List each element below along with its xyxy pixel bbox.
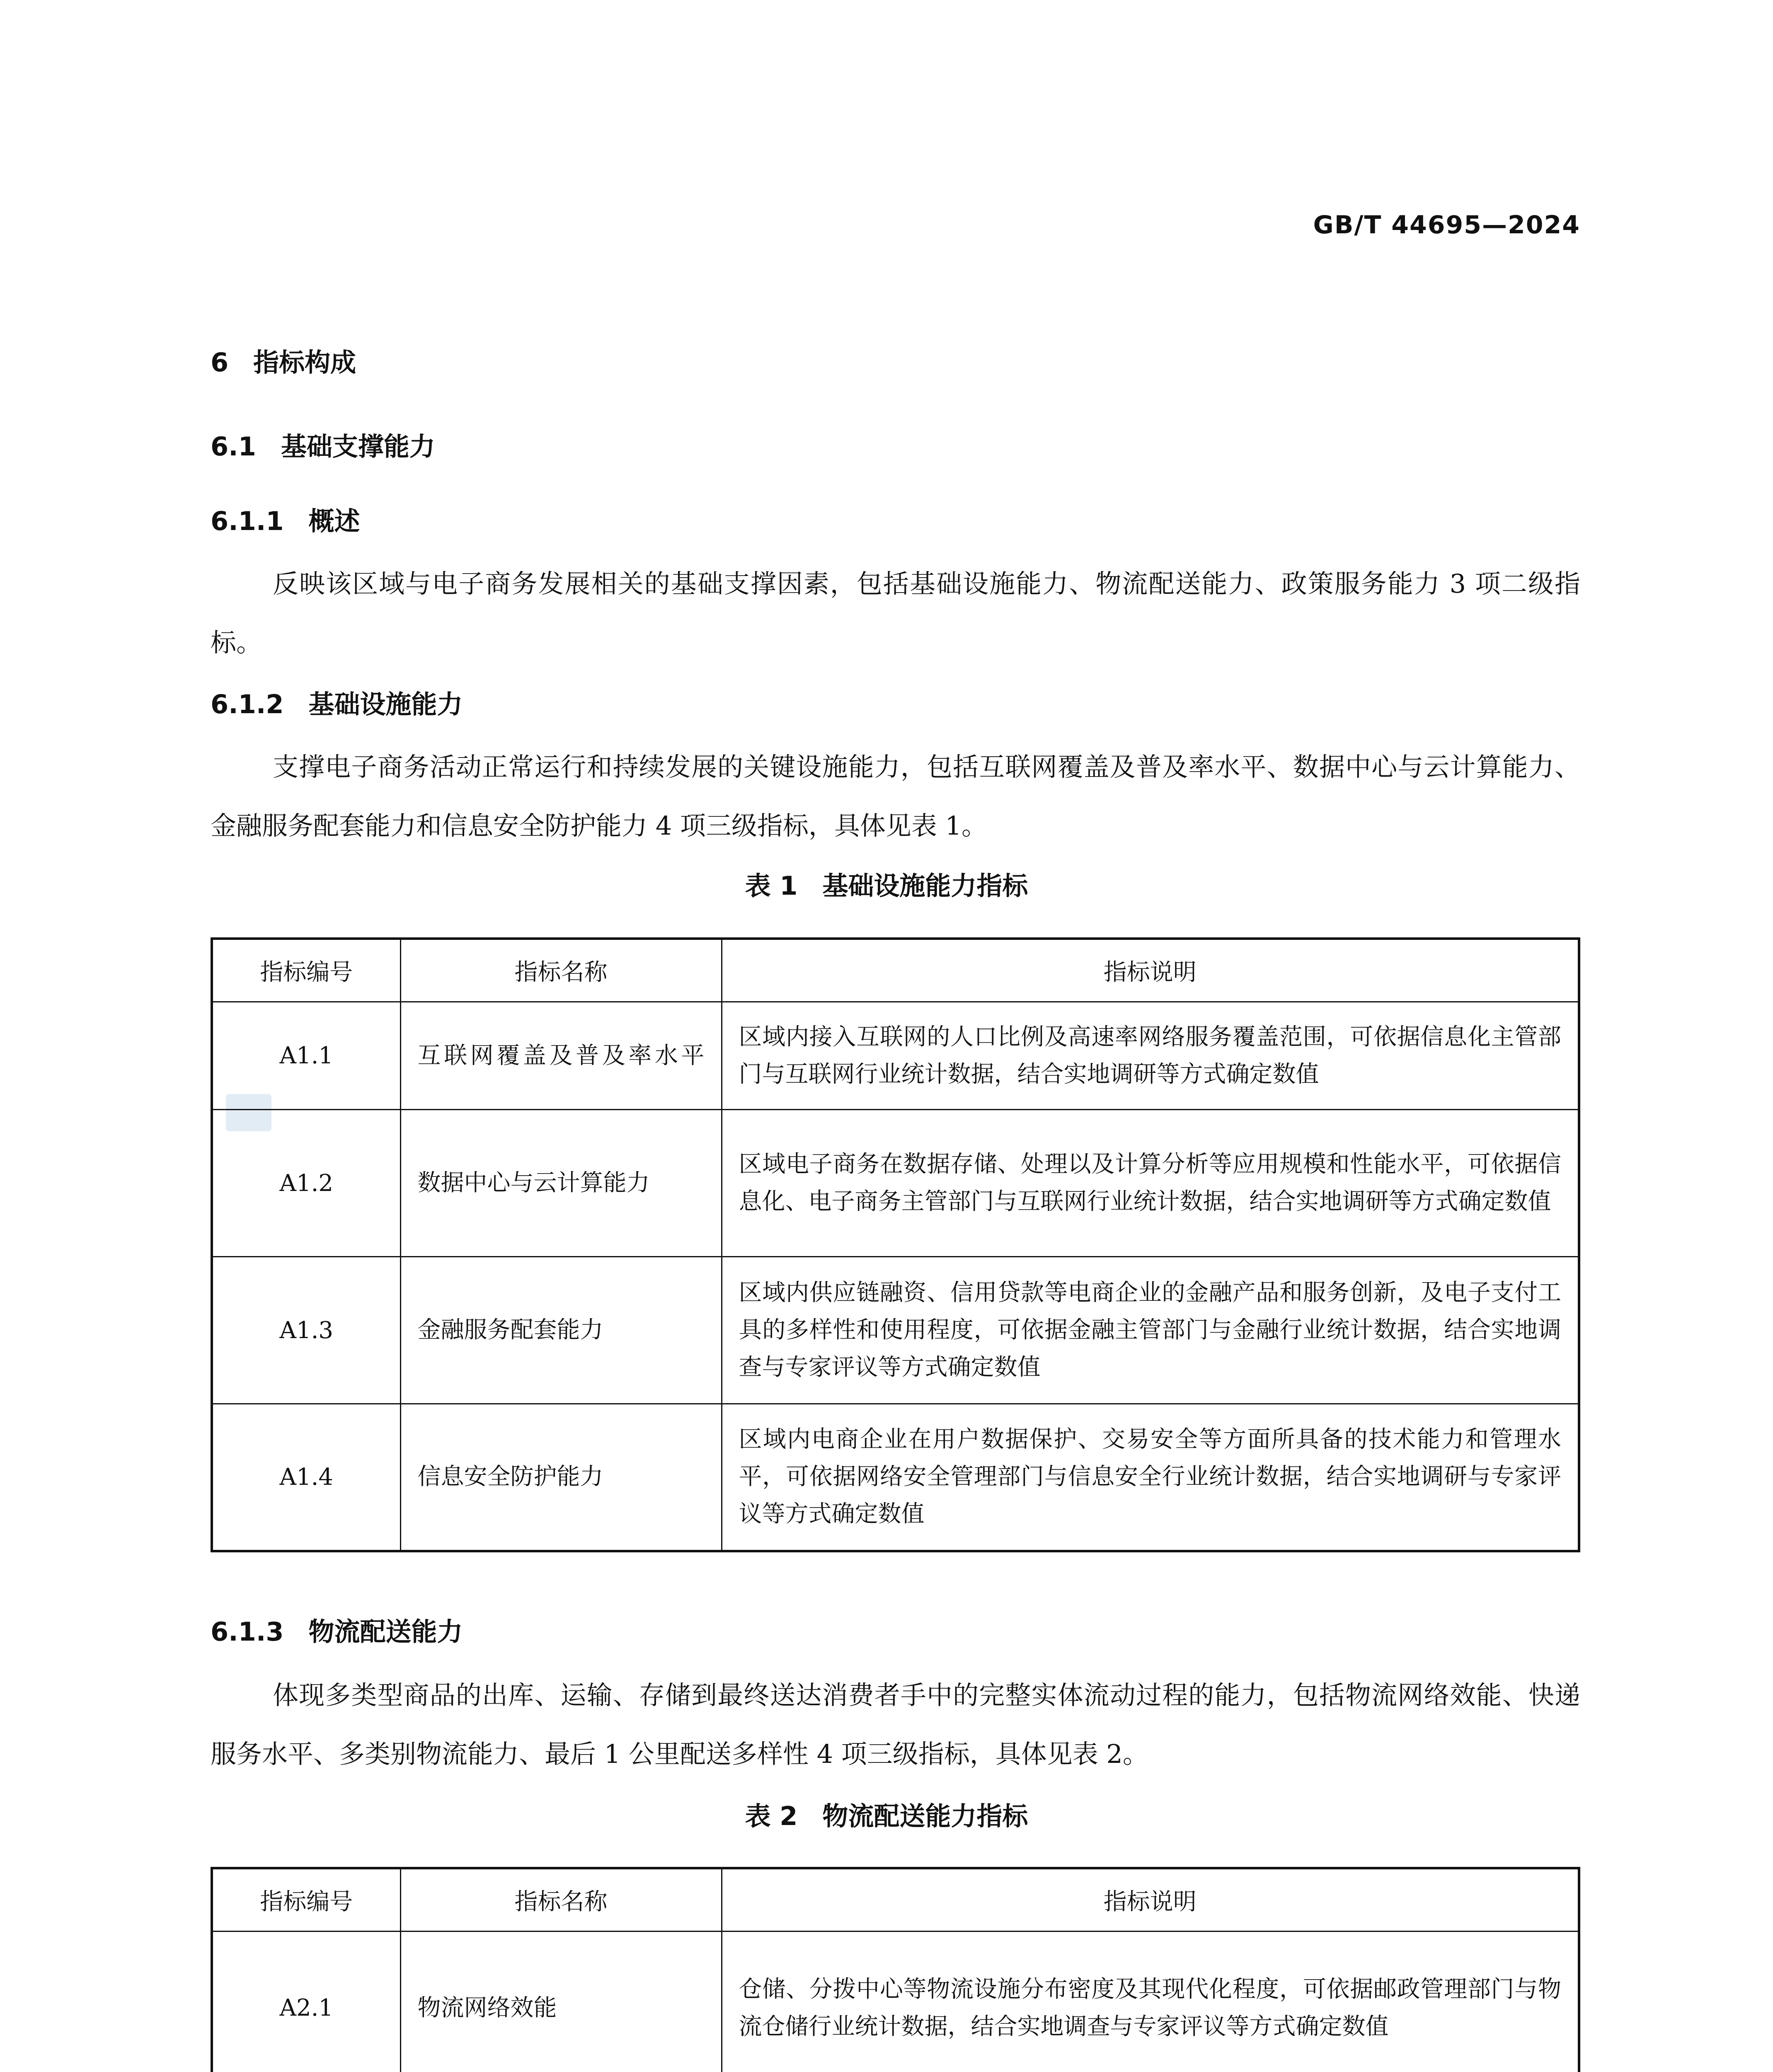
section-number: 6.1.1 xyxy=(211,506,284,536)
section-6-1-2-heading xyxy=(211,684,463,721)
document-code: GB/T 44695—2024 xyxy=(1313,211,1580,240)
table-row xyxy=(212,1932,1579,2072)
table-number: 表 2 xyxy=(745,1801,798,1831)
table-row xyxy=(212,1002,1579,1110)
section-title: 基础支撑能力 xyxy=(281,431,435,462)
column-header-desc: 指标说明 xyxy=(722,1868,1579,1932)
section-6-1-2-paragraph: 支撑电子商务活动正常运行和持续发展的关键设施能力，包括互联网覆盖及普及率水平、数据中心与云计算能力、金融服务配套能力和信息安全防护能力 4 项三级指标，具体见表 1。 xyxy=(211,752,1580,841)
table-row xyxy=(212,1404,1579,1551)
table-2 xyxy=(211,1867,1580,2072)
section-number: 6.1 xyxy=(211,431,256,462)
indicator-description: 区域电子商务在数据存储、处理以及计算分析等应用规模和性能水平，可依据信息化、电子商务主管部门与互联网行业统计数据，结合实地调研等方式确定数值 xyxy=(722,1110,1579,1257)
section-6-1-heading xyxy=(211,426,435,463)
table-row xyxy=(212,1257,1579,1404)
indicator-name: 数据中心与云计算能力 xyxy=(400,1110,722,1257)
column-header-desc: 指标说明 xyxy=(722,939,1579,1002)
table-title: 基础设施能力指标 xyxy=(822,871,1028,901)
table-row xyxy=(212,1110,1579,1257)
table-2-caption xyxy=(0,1796,1773,1832)
indicator-description: 区域内电商企业在用户数据保护、交易安全等方面所具备的技术能力和管理水平，可依据网络安全管理部门与信息安全行业统计数据，结合实地调研与专家评议等方式确定数值 xyxy=(722,1404,1579,1551)
column-header-code: 指标编号 xyxy=(212,1868,400,1932)
indicator-code: A1.2 xyxy=(212,1110,400,1257)
section-number: 6 xyxy=(211,347,229,378)
column-header-code: 指标编号 xyxy=(212,939,400,1002)
indicator-code: A2.1 xyxy=(212,1932,400,2072)
column-header-name: 指标名称 xyxy=(400,939,722,1002)
table-1-caption xyxy=(0,865,1773,902)
section-title: 物流配送能力 xyxy=(308,1617,463,1647)
table-title: 物流配送能力指标 xyxy=(822,1801,1028,1831)
section-title: 指标构成 xyxy=(253,347,356,378)
indicator-description: 区域内接入互联网的人口比例及高速率网络服务覆盖范围，可依据信息化主管部门与互联网行业统计数据，结合实地调研等方式确定数值 xyxy=(722,1002,1579,1110)
indicator-name: 互联网覆盖及普及率水平 xyxy=(400,1002,722,1110)
indicator-description: 区域内供应链融资、信用贷款等电商企业的金融产品和服务创新，及电子支付工具的多样性和使用程度，可依据金融主管部门与金融行业统计数据，结合实地调查与专家评议等方式确定数值 xyxy=(722,1257,1579,1404)
section-6-1-1-heading xyxy=(211,501,360,537)
indicator-code: A1.4 xyxy=(212,1404,400,1551)
table-number: 表 1 xyxy=(745,871,798,901)
indicator-description: 仓储、分拨中心等物流设施分布密度及其现代化程度，可依据邮政管理部门与物流仓储行业统计数据，结合实地调查与专家评议等方式确定数值 xyxy=(722,1932,1579,2072)
section-number: 6.1.3 xyxy=(211,1617,284,1647)
indicator-name: 金融服务配套能力 xyxy=(400,1257,722,1404)
table-header-row xyxy=(212,939,1579,1002)
column-header-name: 指标名称 xyxy=(400,1868,722,1932)
indicator-code: A1.1 xyxy=(212,1002,400,1110)
section-6-1-3-heading xyxy=(211,1611,463,1648)
section-6-1-3-paragraph: 体现多类型商品的出库、运输、存储到最终送达消费者手中的完整实体流动过程的能力，包括物流网络效能、快递服务水平、多类别物流能力、最后 1 公里配送多样性 4 项三级指标，具体见表 2。 xyxy=(211,1680,1580,1769)
section-number: 6.1.2 xyxy=(211,689,284,719)
section-title: 基础设施能力 xyxy=(308,689,463,719)
indicator-name: 信息安全防护能力 xyxy=(400,1404,722,1551)
table-1 xyxy=(211,937,1580,1552)
table-header-row xyxy=(212,1868,1579,1932)
section-6-1-1-paragraph: 反映该区域与电子商务发展相关的基础支撑因素，包括基础设施能力、物流配送能力、政策服务能力 3 项二级指标。 xyxy=(211,569,1580,658)
section-6-heading xyxy=(211,342,356,379)
section-title: 概述 xyxy=(308,506,360,536)
indicator-name: 物流网络效能 xyxy=(400,1932,722,2072)
indicator-code: A1.3 xyxy=(212,1257,400,1404)
